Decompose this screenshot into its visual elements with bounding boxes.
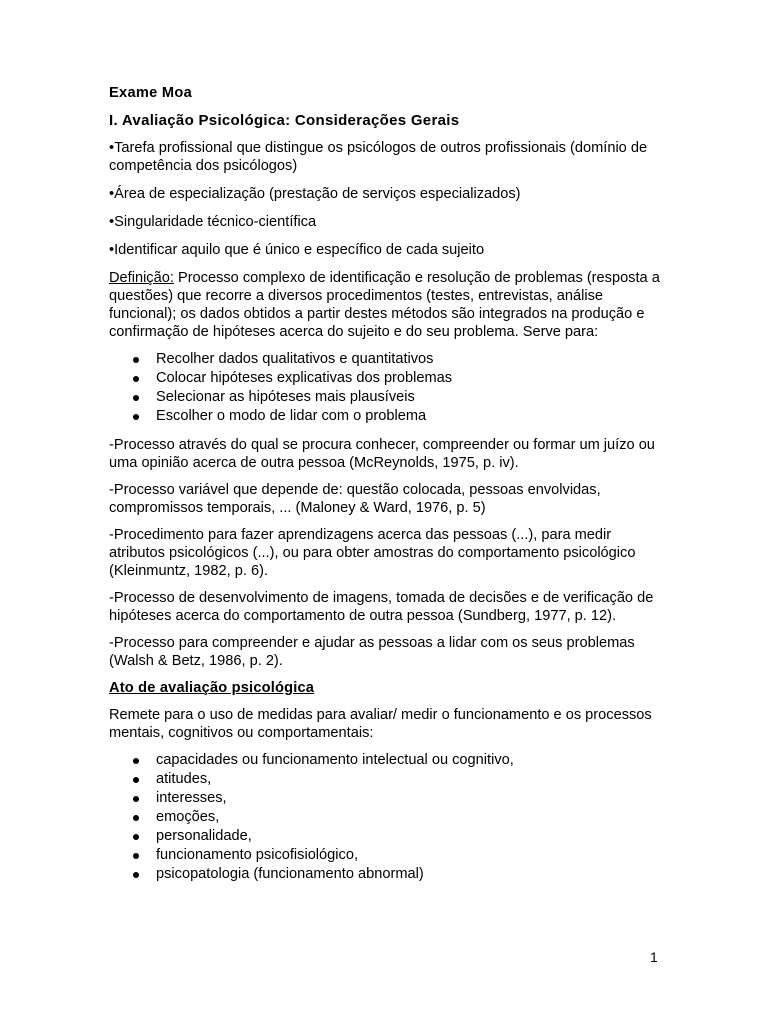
ato-paragraph: Remete para o uso de medidas para avaliar/ medir o funcionamento e os processos mentais, cognitivos ou comportamentais: — [109, 707, 652, 741]
list-item — [109, 751, 669, 770]
list-item-text: personalidade, — [156, 828, 252, 844]
bullet-dot-icon — [133, 872, 139, 878]
list-item-text: Escolher o modo de lidar com o problema — [156, 408, 427, 424]
bullet-dot-icon — [133, 758, 139, 764]
quote-paragraph: -Procedimento para fazer aprendizagens acerca das pessoas (...), para medir atributos psicológicos (...), ou para obter amostras do comportamento psicológico (Kleinmuntz, 1982, p. 6). — [109, 527, 636, 579]
list-item-text: Recolher dados qualitativos e quantitativos — [156, 351, 434, 367]
bullet-dot-icon — [133, 357, 139, 363]
bullet-dot-icon — [133, 853, 139, 859]
serve-para-list — [109, 350, 669, 426]
intro-bullet: •Singularidade técnico-científica — [109, 214, 317, 230]
list-item-text: Selecionar as hipóteses mais plausíveis — [156, 389, 415, 405]
intro-bullet: •Tarefa profissional que distingue os psicólogos de outros profissionais (domínio de competência dos psicólogos) — [109, 140, 648, 174]
list-item — [109, 388, 669, 407]
bullet-dot-icon — [133, 777, 139, 783]
list-item-text: emoções, — [156, 809, 220, 825]
definition-text: Processo complexo de identificação e resolução de problemas (resposta a questões) que recorre a diversos procedimentos (testes, entrevistas, análise funcional); os dados obtidos a partir destes métodos são integrados na produção e confirmação de hipóteses acerca do sujeito e do seu problema. Serve para: — [109, 270, 660, 340]
list-item — [109, 827, 669, 846]
bullet-dot-icon — [133, 796, 139, 802]
definition-label: Definição: — [109, 270, 174, 286]
ato-list — [109, 751, 669, 884]
list-item — [109, 865, 669, 884]
list-item-text: psicopatologia (funcionamento abnormal) — [156, 866, 424, 882]
page-number: 1 — [650, 949, 658, 965]
section-heading: I. Avaliação Psicológica: Considerações Gerais — [109, 112, 460, 129]
list-item — [109, 846, 669, 865]
list-item-text: funcionamento psicofisiológico, — [156, 847, 358, 863]
quote-paragraph: -Processo de desenvolvimento de imagens, tomada de decisões e de verificação de hipóteses acerca do comportamento de outra pessoa (Sundberg, 1977, p. 12). — [109, 590, 654, 624]
list-item — [109, 407, 669, 426]
list-item-text: Colocar hipóteses explicativas dos problemas — [156, 370, 453, 386]
intro-bullet: •Área de especialização (prestação de serviços especializados) — [109, 186, 521, 202]
bullet-dot-icon — [133, 395, 139, 401]
list-item-text: capacidades ou funcionamento intelectual ou cognitivo, — [156, 752, 514, 768]
bullet-dot-icon — [133, 376, 139, 382]
list-item — [109, 789, 669, 808]
bullet-dot-icon — [133, 815, 139, 821]
document-page — [109, 84, 669, 894]
quote-paragraph: -Processo através do qual se procura conhecer, compreender ou formar um juízo ou uma opinião acerca de outra pessoa (McReynolds, 1975, p. iv). — [109, 437, 655, 471]
definition-paragraph — [109, 269, 669, 341]
intro-bullet: •Identificar aquilo que é único e específico de cada sujeito — [109, 242, 485, 258]
document-title: Exame Moa — [109, 85, 193, 101]
list-item — [109, 808, 669, 827]
list-item — [109, 770, 669, 789]
ato-heading: Ato de avaliação psicológica — [109, 680, 315, 696]
quote-paragraph: -Processo para compreender e ajudar as pessoas a lidar com os seus problemas (Walsh & Betz, 1986, p. 2). — [109, 635, 635, 669]
list-item-text: interesses, — [156, 790, 227, 806]
quote-paragraph: -Processo variável que depende de: questão colocada, pessoas envolvidas, compromissos temporais, ... (Maloney & Ward, 1976, p. 5) — [109, 482, 601, 516]
bullet-dot-icon — [133, 834, 139, 840]
list-item-text: atitudes, — [156, 771, 212, 787]
bullet-dot-icon — [133, 414, 139, 420]
list-item — [109, 350, 669, 369]
list-item — [109, 369, 669, 388]
